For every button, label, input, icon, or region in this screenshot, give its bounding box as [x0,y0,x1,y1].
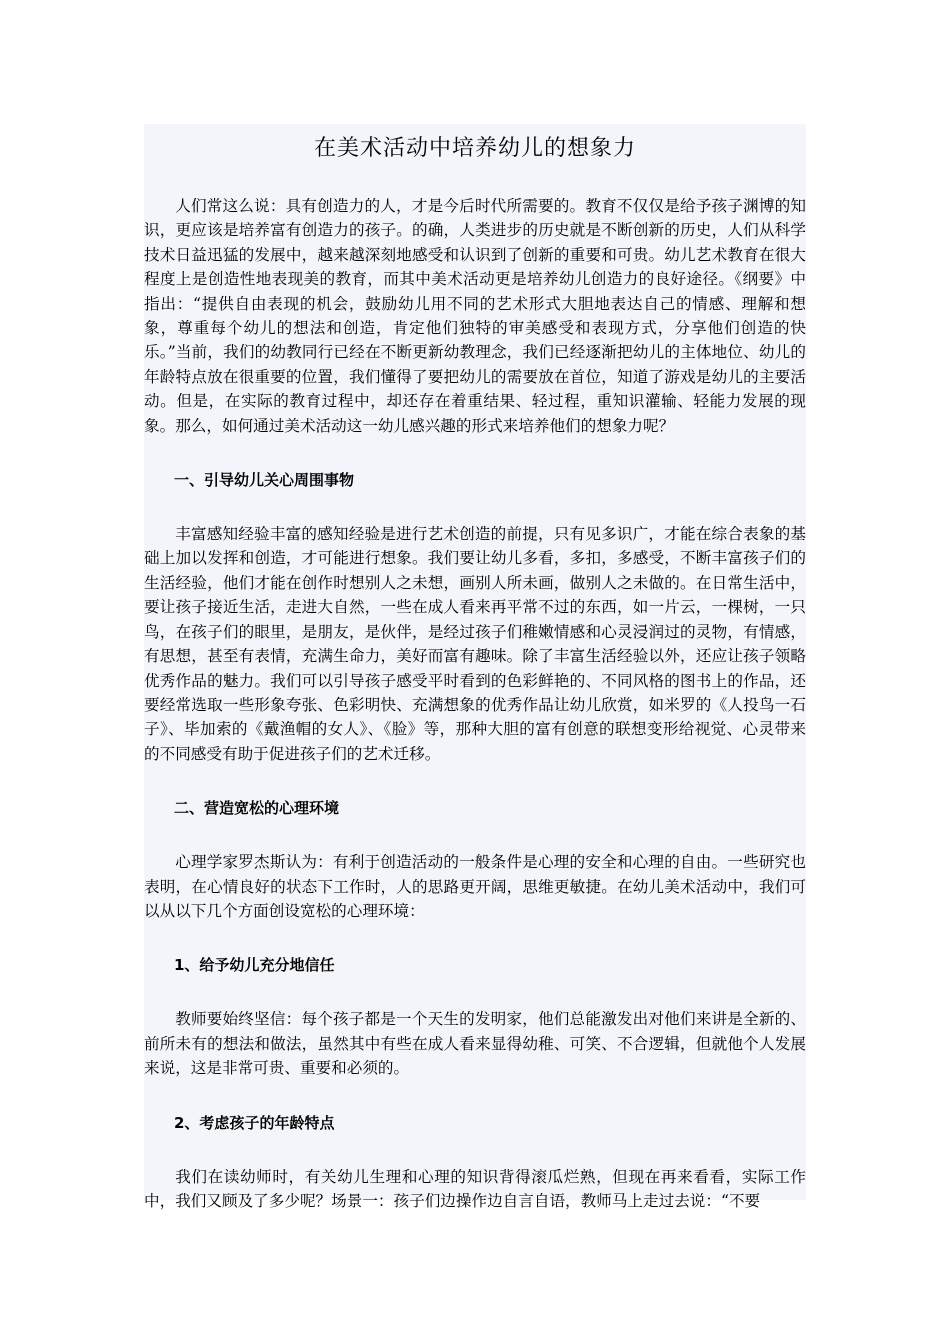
document-title: 在美术活动中培养幼儿的想象力 [313,136,636,161]
paragraph: 我们在读幼师时，有关幼儿生理和心理的知识背得滚瓜烂熟，但现在再来看看，实际工作中，我们又顾及了多少呢？场景一：孩子们边操作边自言自语，教师马上走过去说：“不要 [144,1167,806,1210]
section-heading: 2、考虑孩子的年龄特点 [174,1113,335,1132]
section-heading: 1、给予幼儿充分地信任 [174,956,335,975]
document-page [144,124,806,1210]
article-body [144,194,806,1213]
section-heading: 一、引导幼儿关心周围事物 [174,471,355,490]
paragraph: 丰富感知经验丰富的感知经验是进行艺术创造的前提，只有见多识广，才能在综合表象的基础上加以发挥和创造，才可能进行想象。我们要让幼儿多看，多扣，多感受，不断丰富孩子们的生活经验，他们才能在创作时想别人之未想，画别人所未画，做别人之未做的。在日常生活中，要让孩子接近生活，走进大自然，一些在成人看来再平常不过的东西，如一片云，一棵树，一只鸟，在孩子们的眼里，是朋友，是伙伴，是经过孩子们稚嫩情感和心灵浸润过的灵物，有情感，有思想，甚至有表情，充满生命力，美好而富有趣味。除了丰富生活经验以外，还应让孩子领略优秀作品的魅力。我们可以引导孩子感受平时看到的色彩鲜艳的、不同风格的图书上的作品，还要经常选取一些形象夸张、色彩明快、充满想象的优秀作品让幼儿欣赏，如米罗的《人投鸟一石子》、毕加索的《戴渔帽的女人》、《脸》等，那种大胆的富有创意的联想变形给视觉、心灵带来的不同感受有助于促进孩子们的艺术迁移。 [144,525,806,763]
paragraph: 教师要始终坚信：每个孩子都是一个天生的发明家，他们总能激发出对他们来讲是全新的、前所未有的想法和做法，虽然其中有些在成人看来显得幼稚、可笑、不合逻辑，但就他个人发展来说，这是非常可贵、重要和必须的。 [144,1010,806,1078]
paragraph: 心理学家罗杰斯认为：有利于创造活动的一般条件是心理的安全和心理的自由。一些研究也表明，在心情良好的状态下工作时，人的思路更开阔，思维更敏捷。在幼儿美术活动中，我们可以从以下几个方面创设宽松的心理环境： [144,853,806,920]
paragraph: 人们常这么说：具有创造力的人，才是今后时代所需要的。教育不仅仅是给予孩子渊博的知识，更应该是培养富有创造力的孩子。的确，人类进步的历史就是不断创新的历史，人们从科学技术日益迅猛的发展中，越来越深刻地感受和认识到了创新的重要和可贵。幼儿艺术教育在很大程度上是创造性地表现美的教育，而其中美术活动更是培养幼儿创造力的良好途径。《纲要》中指出：“提供自由表现的机会，鼓励幼儿用不同的艺术形式大胆地表达自己的情感、理解和想象，尊重每个幼儿的想法和创造，肯定他们独特的审美感受和表现方式，分享他们创造的快乐。”当前，我们的幼教同行已经在不断更新幼教理念，我们已经逐渐把幼儿的主体地位、幼儿的年龄特点放在很重要的位置，我们懂得了要把幼儿的需要放在首位，知道了游戏是幼儿的主要活动。但是，在实际的教育过程中，却还存在着重结果、轻过程，重知识灌输、轻能力发展的现象。那么，如何通过美术活动这一幼儿感兴趣的形式来培养他们的想象力呢？ [144,197,806,435]
section-heading: 二、营造宽松的心理环境 [174,799,340,818]
